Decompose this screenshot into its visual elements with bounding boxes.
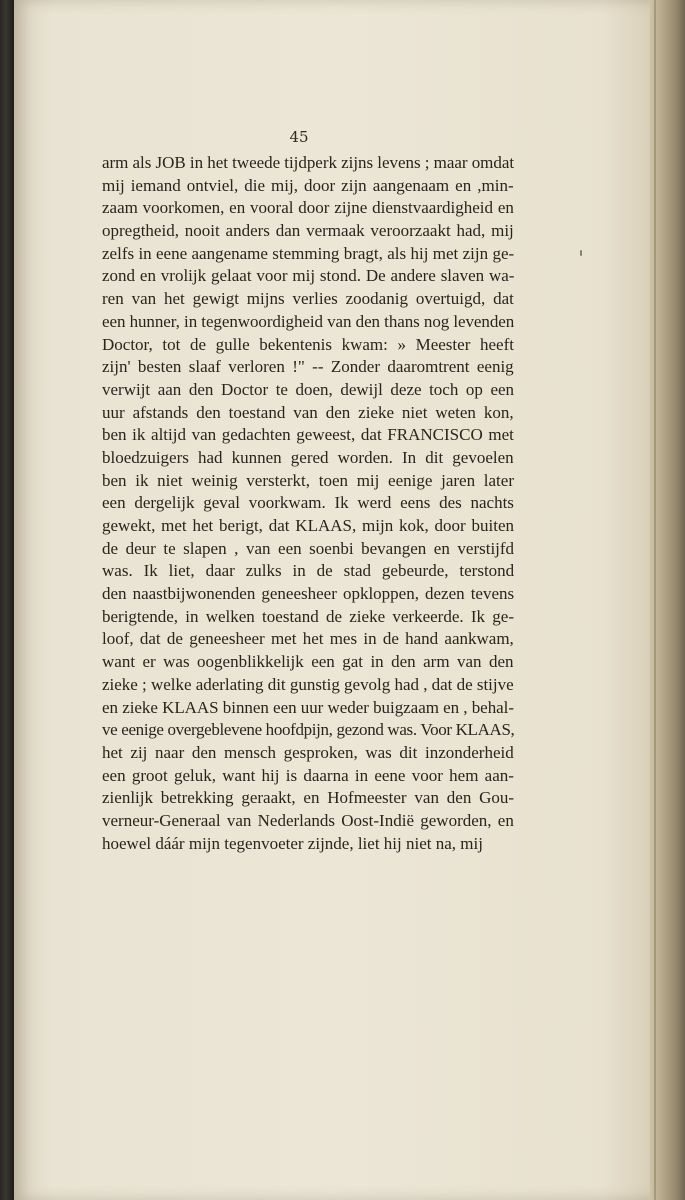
text-line: de deur te slapen , van een soenbi bevangen en verstijfd: [102, 538, 515, 558]
book-page: [14, 0, 654, 1200]
text-line: mij iemand ontviel, die mij, door zijn aangenaam en ,min-: [102, 175, 514, 195]
text-line: en zieke KLAAS binnen een uur weder buigzaam en , behal-: [102, 697, 514, 717]
text-line: het zij naar den mensch gesproken, was dit inzonderheid: [102, 742, 514, 762]
text-line: een hunner, in tegenwoordigheid van den thans nog levenden: [102, 311, 515, 331]
text-line: verneur-Generaal van Nederlands Oost-Indië geworden, en: [102, 810, 514, 830]
text-line: was. Ik liet, daar zulks in de stad gebeurde, terstond: [102, 561, 515, 581]
text-line: ben ik altijd van gedachten geweest, dat FRANCISCO met: [102, 425, 514, 445]
text-line: ben ik niet weinig versterkt, toen mij eenige jaren later: [102, 470, 514, 490]
text-line: verwijt aan den Doctor te doen, dewijl deze toch op een: [102, 379, 515, 399]
text-line: bloedzuigers had kunnen gered worden. In dit gevoelen: [102, 447, 514, 467]
text-line: Doctor, tot de gulle bekentenis kwam: » Meester heeft: [102, 334, 514, 354]
text-line: den naastbijwonenden geneesheer opkloppen, dezen tevens: [102, 584, 515, 604]
text-line: zienlijk betrekking geraakt, en Hofmeester van den Gou-: [102, 788, 515, 808]
page-edge: [650, 0, 685, 1200]
text-line: want er was oogenblikkelijk een gat in den arm van den: [102, 652, 514, 672]
text-line: een dergelijk geval voorkwam. Ik werd eens des nachts: [102, 493, 514, 513]
text-line: uur afstands den toestand van den zieke niet weten kon,: [102, 402, 514, 422]
text-line: ve eenige overgeblevene hoofdpijn, gezond was. Voor KLAAS,: [102, 720, 515, 740]
text-line: zond en vrolijk gelaat voor mij stond. De andere slaven wa-: [102, 266, 515, 286]
text-line: loof, dat de geneesheer met het mes in de hand aankwam,: [102, 629, 514, 649]
text-line: gewekt, met het berigt, dat KLAAS, mijn kok, door buiten: [102, 516, 515, 535]
text-line: zelfs in eene aangename stemming bragt, als hij met zijn ge-: [102, 243, 515, 263]
text-line: berigtende, in welken toestand de zieke verkeerde. Ik ge-: [102, 606, 514, 626]
paper-speck: [580, 250, 582, 256]
text-line: opregtheid, nooit anders dan vermaak veroorzaakt had, mij: [102, 221, 514, 241]
text-line: zieke ; welke aderlating dit gunstig gevolg had , dat de stijve: [102, 674, 514, 694]
body-text: [102, 152, 514, 855]
page-number: 45: [289, 128, 309, 146]
text-line: ren van het gewigt mijns verlies zoodanig overtuigd, dat: [102, 289, 514, 309]
text-line: zaam voorkomen, en vooral door zijne dienstvaardigheid en: [102, 198, 514, 218]
text-line: arm als JOB in het tweede tijdperk zijns levens ; maar omdat: [102, 153, 515, 172]
text-line: zijn' besten slaaf verloren !" -- Zonder daaromtrent eenig: [102, 357, 514, 377]
text-line: een groot geluk, want hij is daarna in eene voor hem aan-: [102, 765, 514, 785]
text-line: hoewel dáár mijn tegenvoeter zijnde, liet hij niet na, mij: [102, 833, 483, 853]
